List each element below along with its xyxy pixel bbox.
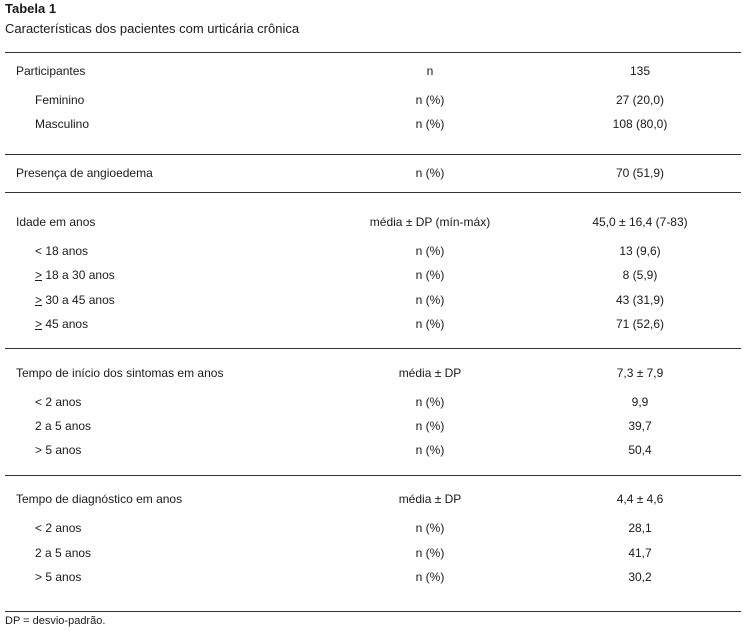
row-value: 8 (5,9) — [622, 268, 658, 282]
row-measure: n (%) — [415, 419, 445, 433]
row-measure: n (%) — [415, 268, 445, 282]
row-measure: n (%) — [415, 244, 445, 258]
row-value: 108 (80,0) — [612, 117, 668, 131]
row-measure: n (%) — [415, 546, 445, 560]
row-measure: média ± DP — [398, 492, 462, 506]
row-measure: n (%) — [415, 317, 445, 331]
section-rule — [5, 192, 741, 193]
section-rule — [5, 475, 741, 476]
row-label: 2 a 5 anos — [35, 546, 92, 560]
row-value: 30,2 — [628, 570, 652, 584]
row-label-text: 45 anos — [45, 317, 89, 331]
row-measure: n (%) — [415, 93, 445, 107]
table-footnote: DP = desvio-padrão. — [5, 615, 106, 627]
row-value: 71 (52,6) — [615, 317, 665, 331]
row-label: Participantes — [16, 64, 86, 78]
row-value: 28,1 — [628, 521, 652, 535]
row-measure: n (%) — [415, 570, 445, 584]
row-measure: n — [426, 64, 434, 78]
row-measure: n (%) — [415, 395, 445, 409]
row-measure: média ± DP — [398, 366, 462, 380]
table-row — [0, 416, 745, 436]
table-row — [0, 241, 745, 261]
row-measure: n (%) — [415, 521, 445, 535]
table-row — [0, 440, 745, 460]
section-rule — [5, 348, 741, 349]
table-row — [0, 290, 745, 310]
table-row — [0, 518, 745, 538]
top-rule — [5, 52, 741, 53]
table-row — [0, 363, 745, 383]
table-row — [0, 61, 745, 81]
row-measure: média ± DP (mín-máx) — [369, 215, 491, 229]
row-measure: n (%) — [415, 293, 445, 307]
row-value: 43 (31,9) — [615, 293, 665, 307]
table-row — [0, 212, 745, 232]
row-label-text: 30 a 45 anos — [45, 293, 115, 307]
row-label: > 5 anos — [35, 570, 82, 584]
row-value: 39,7 — [628, 419, 652, 433]
row-value: 7,3 ± 7,9 — [616, 366, 664, 380]
bottom-rule — [5, 611, 741, 612]
row-value: 135 — [629, 64, 651, 78]
row-value: 41,7 — [628, 546, 652, 560]
row-label: Idade em anos — [16, 215, 96, 229]
table-row — [0, 314, 745, 334]
table-row — [0, 567, 745, 587]
row-label: > 5 anos — [35, 443, 82, 457]
row-label-text: 18 a 30 anos — [45, 268, 115, 282]
row-measure: n (%) — [415, 117, 445, 131]
table-row — [0, 114, 745, 134]
table-title: Tabela 1 — [5, 1, 57, 16]
section-rule — [5, 154, 741, 155]
row-value: 45,0 ± 16,4 (7-83) — [592, 215, 688, 229]
row-value: 13 (9,6) — [619, 244, 661, 258]
table-row — [0, 163, 745, 183]
row-measure: n (%) — [415, 166, 445, 180]
table-row — [0, 543, 745, 563]
row-value: 50,4 — [628, 443, 652, 457]
table-subtitle: Características dos pacientes com urticária crônica — [5, 21, 300, 36]
greater-equal-sign: > — [35, 268, 43, 282]
row-label: Masculino — [35, 117, 90, 131]
row-value: 27 (20,0) — [615, 93, 665, 107]
row-label — [35, 265, 115, 285]
row-label: Tempo de início dos sintomas em anos — [16, 366, 224, 380]
row-measure: n (%) — [415, 443, 445, 457]
row-label: Feminino — [35, 93, 85, 107]
table-row — [0, 90, 745, 110]
row-label — [35, 314, 88, 334]
greater-equal-sign: > — [35, 293, 43, 307]
row-label: Presença de angioedema — [16, 166, 153, 180]
row-label — [35, 290, 115, 310]
row-label: Tempo de diagnóstico em anos — [16, 492, 183, 506]
row-label: < 2 anos — [35, 521, 82, 535]
row-label: < 2 anos — [35, 395, 82, 409]
row-label: 2 a 5 anos — [35, 419, 92, 433]
row-value: 70 (51,9) — [615, 166, 665, 180]
greater-equal-sign: > — [35, 317, 43, 331]
table-row — [0, 265, 745, 285]
row-value: 4,4 ± 4,6 — [616, 492, 664, 506]
row-label: < 18 anos — [35, 244, 89, 258]
row-value: 9,9 — [631, 395, 649, 409]
table-row — [0, 489, 745, 509]
table-row — [0, 392, 745, 412]
